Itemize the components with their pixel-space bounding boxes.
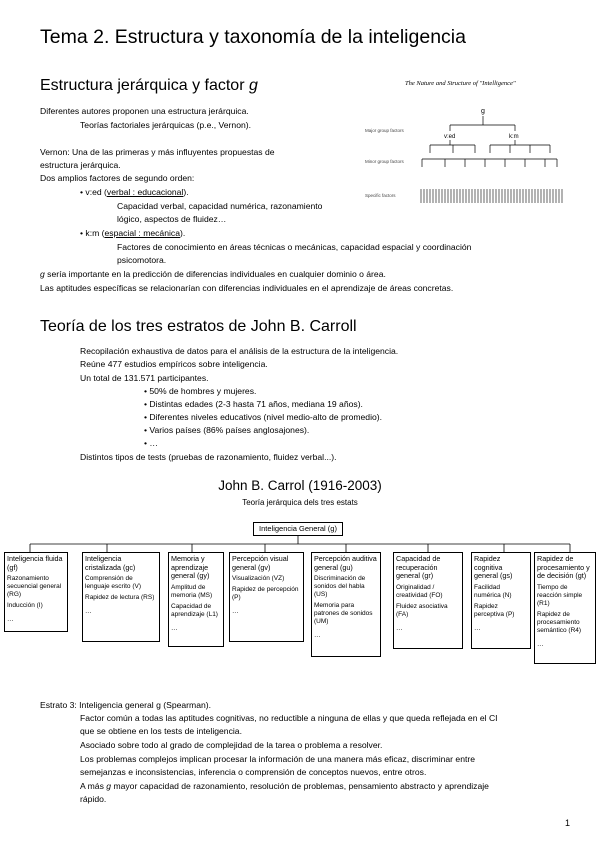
box-item: Fluidez asociativa (FA) xyxy=(396,602,448,618)
box-item: Rapidez de procesamiento semántico (R4) xyxy=(537,610,582,634)
s1-line-3: estructura jerárquica. xyxy=(40,160,121,170)
s1-line-km xyxy=(80,227,185,240)
s3-line-9: rápido. xyxy=(80,794,107,804)
s2-line-5: • Diferentes niveles educativos (nivel medio-alto de promedio). xyxy=(144,412,383,422)
box-title: Percepción visual general (gv) xyxy=(232,554,289,572)
s2-line-2: Un total de 131.571 participantes. xyxy=(80,373,209,383)
vernon-specific-label: Specific factors xyxy=(365,193,396,198)
box-more: … xyxy=(314,632,321,640)
s3-line-5: semejanzas e inconsistencias, inferencia o comprensión de conceptos nuevos, entre otros. xyxy=(80,767,427,777)
box-item: Inducción (I) xyxy=(7,602,43,610)
s3-g-prefix: A más xyxy=(80,781,107,791)
page-title: Tema 2. Estructura y taxonomía de la inteligencia xyxy=(40,26,466,48)
s2-line-7: • … xyxy=(144,438,158,448)
km-prefix: • k:m ( xyxy=(80,228,105,238)
s3-line-0: Estrato 3: Inteligencia general g (Spearman). xyxy=(40,700,212,710)
s1-line-g xyxy=(40,268,386,281)
carroll-box-gv xyxy=(229,552,304,642)
box-item: Visualización (VZ) xyxy=(232,575,285,583)
s3-line-1: Factor común a todas las aptitudes cognitivas, no reductible a ninguna de ellas y que queda reflejada en el CI xyxy=(80,713,498,723)
ved-underlined: verbal : educacional xyxy=(106,187,184,197)
carroll-g-box: Inteligencia General (g) xyxy=(253,522,343,536)
s1-line-2: Vernon: Una de las primeras y más influyentes propuestas de xyxy=(40,147,275,157)
s3-g-italic: g xyxy=(106,781,112,791)
box-more: … xyxy=(232,608,239,616)
carroll-box-gf xyxy=(4,552,68,632)
ved-suffix: ). xyxy=(183,187,189,197)
s2-line-6: • Varios países (86% países anglosajones). xyxy=(144,425,310,435)
s1-line-1: Teorías factoriales jerárquicas (p.e., Vernon). xyxy=(80,120,252,130)
carroll-box-gu xyxy=(311,552,381,657)
box-title: Inteligencia fluida (gf) xyxy=(7,554,63,572)
box-more: … xyxy=(171,624,178,632)
s2-line-3: • 50% de hombres y mujeres. xyxy=(144,386,257,396)
g-italic: g xyxy=(40,269,45,279)
carroll-box-gs xyxy=(471,552,531,649)
box-more: … xyxy=(7,616,14,624)
box-more: … xyxy=(537,640,544,648)
vernon-figure-title: The Nature and Structure of "Intelligence" xyxy=(405,80,516,87)
carroll-box-gt xyxy=(534,552,596,664)
ved-prefix: • v:ed ( xyxy=(80,187,107,197)
box-item: Discriminación de sonidos del habla (US) xyxy=(314,575,366,599)
vernon-hierarchy-figure xyxy=(365,75,570,215)
km-underlined: espacial : mecánica xyxy=(104,228,180,238)
s1-line-14: psicomotora. xyxy=(117,255,167,265)
section-heading-1-text: Estructura jerárquica y factor xyxy=(40,77,249,94)
s3-g-rest: mayor capacidad de razonamiento, resolución de problemas, pensamiento abstracto y aprendizaje xyxy=(111,781,489,791)
vernon-g-label: g xyxy=(481,108,485,115)
vernon-specific-factor-lines xyxy=(421,189,562,203)
s3-line-3: Asociado sobre todo al grado de complejidad de la tarea o problema a resolver. xyxy=(80,740,383,750)
box-title: Capacidad de recuperación general (gr) xyxy=(396,554,441,581)
s2-line-0: Recopilación exhaustiva de datos para el análisis de la estructura de la inteligencia. xyxy=(80,346,399,356)
s2-line-1: Reúne 477 estudios empíricos sobre inteligencia. xyxy=(80,359,268,369)
box-item: Rapidez perceptiva (P) xyxy=(474,602,515,618)
s1-line-17: Las aptitudes específicas se relacionarían con diferencias individuales en el aprendizaje de áreas concretas. xyxy=(40,283,454,293)
s1-line-9: lógico, aspectos de fluidez… xyxy=(117,214,227,224)
box-item: Tiempo de reacción simple (R1) xyxy=(537,583,583,607)
box-title: Percepción auditiva general (gu) xyxy=(314,554,377,572)
section-heading-1 xyxy=(40,77,258,95)
box-item: Razonamiento secuencial general (RG) xyxy=(7,575,62,599)
carroll-figure-title: John B. Carrol (1916-2003) xyxy=(218,478,382,493)
box-title: Rapidez cognitiva general (gs) xyxy=(474,554,513,581)
section-heading-1-g: g xyxy=(248,77,258,94)
vernon-km-label: k:m xyxy=(509,134,519,140)
section-heading-2: Teoría de los tres estratos de John B. Carroll xyxy=(40,318,357,335)
box-item: Amplitud de memoria (MS) xyxy=(171,583,213,599)
s1-line-ved xyxy=(80,186,189,199)
km-suffix: ). xyxy=(179,228,186,238)
box-item: Originalidad / creatividad (FO) xyxy=(396,583,443,599)
s3-line-g xyxy=(80,780,489,793)
page-number: 1 xyxy=(564,818,570,828)
g-sentence: sería importante en la predicción de diferencias individuales en cualquier dominio o área. xyxy=(44,269,386,279)
s2-line-8: Distintos tipos de tests (pruebas de razonamiento, fluidez verbal...). xyxy=(80,452,337,462)
s1-line-8: Capacidad verbal, capacidad numérica, razonamiento xyxy=(117,201,323,211)
box-title: Inteligencia cristalizada (gc) xyxy=(85,554,136,572)
carroll-box-gy xyxy=(168,552,224,647)
s3-line-2: que se obtiene en los tests de inteligencia. xyxy=(80,726,242,736)
box-item: Memoria para patrones de sonidos (UM) xyxy=(314,602,373,626)
box-item: Rapidez de percepción (P) xyxy=(232,586,299,602)
box-item: Facilidad numérica (N) xyxy=(474,583,512,599)
carroll-box-gr xyxy=(393,552,463,649)
box-item: Comprensión de lenguaje escrito (V) xyxy=(85,575,141,591)
s1-line-4: Dos amplios factores de segundo orden: xyxy=(40,173,195,183)
vernon-minor-label: Minor group factors xyxy=(365,159,404,164)
box-title: Rapidez de procesamiento y de decisión (gt) xyxy=(537,554,590,581)
box-more: … xyxy=(396,624,403,632)
carroll-box-gc xyxy=(82,552,160,642)
box-title: Memoria y aprendizaje general (gy) xyxy=(171,554,210,581)
box-more: … xyxy=(85,608,92,616)
carroll-figure-subtitle: Teoría jerárquica dels tres estats xyxy=(242,498,358,507)
box-item: Capacidad de aprendizaje (L1) xyxy=(171,602,218,618)
vernon-ved-label: v:ed xyxy=(444,134,456,140)
box-more: … xyxy=(474,624,481,632)
box-item: Rapidez de lectura (RS) xyxy=(85,594,155,602)
vernon-major-label: Major group factors xyxy=(365,128,404,133)
s1-line-0: Diferentes autores proponen una estructura jerárquica. xyxy=(40,106,249,116)
s1-line-13: Factores de conocimiento en áreas técnicas o mecánicas, capacidad espacial y coordinación xyxy=(117,242,472,252)
s3-line-4: Los problemas complejos implican procesar la información de una manera más eficaz, discriminar entre xyxy=(80,754,476,764)
s2-line-4: • Distintas edades (2-3 hasta 71 años, mediana 19 años). xyxy=(144,399,363,409)
